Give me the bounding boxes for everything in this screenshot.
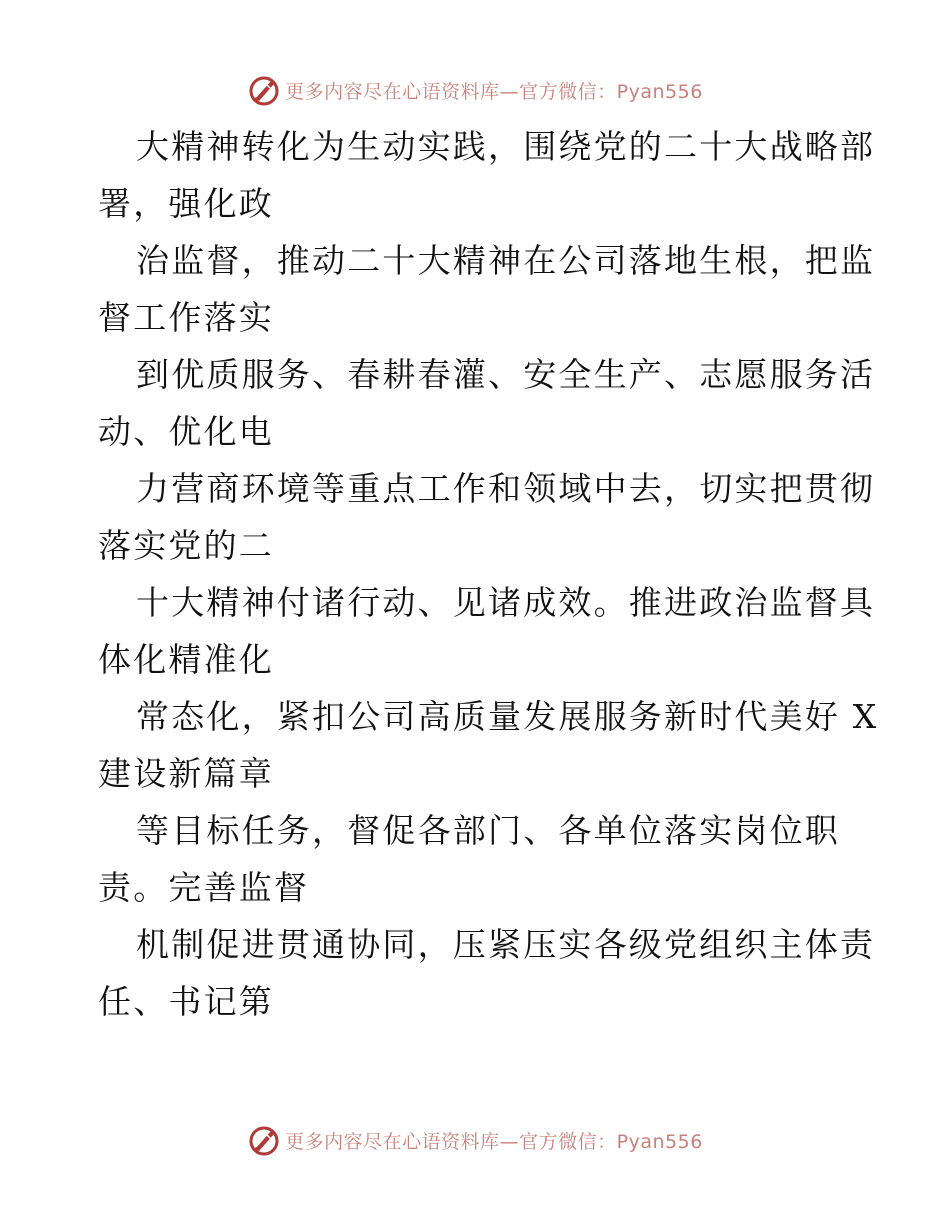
body-line: 任、书记第 xyxy=(98,982,274,1021)
body-line: 等目标任务，督促各部门、各单位落实岗位职 xyxy=(136,811,840,850)
body-line: 体化精准化 xyxy=(98,640,274,679)
body-line: 动、优化电 xyxy=(98,412,274,451)
body-line: 责。完善监督 xyxy=(98,868,310,907)
body-line: 十大精神付诸行动、见诸成效。推进政治监督具 xyxy=(136,583,876,622)
body-line: 落实党的二 xyxy=(98,526,274,565)
body-line: 大精神转化为生动实践，围绕党的二十大战略部 xyxy=(136,127,876,166)
body-line: 到优质服务、春耕春灌、安全生产、志愿服务活 xyxy=(136,355,876,394)
body-line: 建设新篇章 xyxy=(98,754,274,793)
header-banner-text: 更多内容尽在心语资料库—官方微信：Pyan556 xyxy=(285,80,703,103)
red-quill-logo-icon xyxy=(247,73,281,107)
body-line: 督工作落实 xyxy=(98,298,274,337)
footer-banner-text: 更多内容尽在心语资料库—官方微信：Pyan556 xyxy=(285,1130,703,1153)
document-body xyxy=(98,118,879,1030)
body-line: 常态化，紧扣公司高质量发展服务新时代美好 X xyxy=(136,697,879,736)
footer-banner xyxy=(0,1120,950,1160)
body-line: 署，强化政 xyxy=(98,184,274,223)
body-line: 治监督，推动二十大精神在公司落地生根，把监 xyxy=(136,241,876,280)
body-line: 机制促进贯通协同，压紧压实各级党组织主体责 xyxy=(136,925,876,964)
header-banner xyxy=(0,70,950,110)
body-line: 力营商环境等重点工作和领域中去，切实把贯彻 xyxy=(136,469,876,508)
red-quill-logo-icon xyxy=(247,1123,281,1157)
